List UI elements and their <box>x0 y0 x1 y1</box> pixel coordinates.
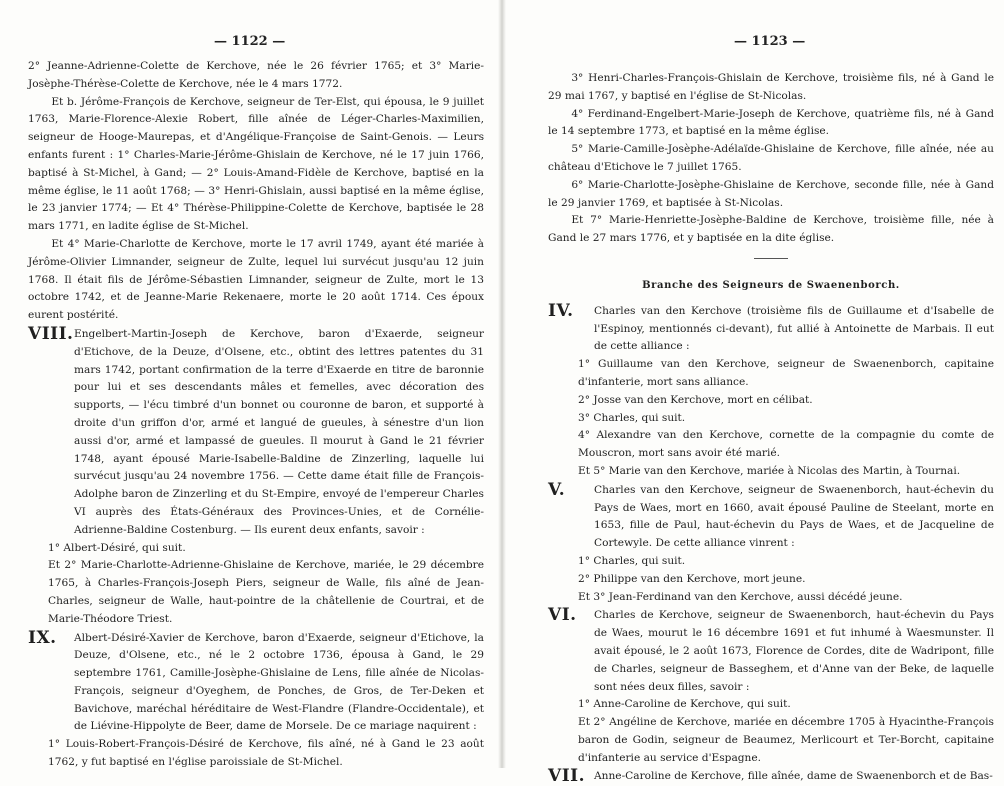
generation-numeral: VI. <box>548 605 577 626</box>
generation-numeral: IV. <box>548 300 574 321</box>
paragraph: Et b. Jérôme-François de Kerchove, seigneur de Ter-Elst, qui épousa, le 9 juillet 1763, Marie-Florence-Alexie Robert, fille aînée de Léger-Charles-Maximilien, seigneur de Hooge-Maurepas, et d'Angélique-Françoise de Saint-Genois. — Leurs enfants furent : 1° Charles-Marie-Jérôme-Ghislain de Kerchove, né le 17 juin 1766, baptisé à St-Michel, à Gand; — 2° Louis-Amand-Fidèle de Kerchove, baptisé en la même église, le 11 août 1768; — 3° Henri-Ghislain, aussi baptisé en la même église, le 23 janvier 1774; — Et 4° Thérèse-Philippine-Colette de Kerchove, baptisée le 28 mars 1771, en ladite église de St-Michel. <box>28 95 484 233</box>
generation-entry <box>548 768 994 786</box>
paragraph: 5° Marie-Camille-Josèphe-Adélaïde-Ghislaine de Kerchove, fille aînée, née au château d'Etichove le 7 juillet 1765. <box>548 143 994 173</box>
generation-text: Anne-Caroline de Kerchove, fille aînée, dame de Swaenenborch et de Bas- <box>594 770 993 783</box>
paragraph: 3° Henri-Charles-François-Ghislain de Kerchove, troisième fils, né à Gand le 29 mai 1767, y baptisé en l'église de St-Nicolas. <box>548 72 994 102</box>
generation-numeral: VIII. <box>28 323 74 344</box>
generation-numeral: IX. <box>28 627 57 648</box>
generation-body <box>74 326 484 540</box>
page-number: — 1123 — <box>734 34 806 49</box>
child-entry: Et 2° Marie-Charlotte-Adrienne-Ghislaine de Kerchove, mariée, le 29 décembre 1765, à Charles-François-Joseph Piers, seigneur de Walle, fils aîné de Jean-Charles, seigneur de Walle, haut-pointre de la châtellenie de Courtrai, et de Marie-Théodore Triest. <box>48 559 484 625</box>
generation-entry <box>548 479 994 553</box>
child-entry: 1° Anne-Caroline de Kerchove, qui suit. <box>578 698 791 711</box>
generation-text: Charles van den Kerchove (troisième fils de Guillaume et d'Isabelle de l'Espinoy, mentionnés ci-devant), fut allié à Antoinette de Marbais. Il eut de cette alliance : <box>594 304 994 353</box>
child-entry: 1° Charles, qui suit. <box>578 554 686 567</box>
generation-body <box>74 630 484 737</box>
generation-body <box>594 482 994 553</box>
child-entry: 2° Josse van den Kerchove, mort en célibat. <box>578 393 813 406</box>
paragraph: 6° Marie-Charlotte-Josèphe-Ghislaine de Kerchove, seconde fille, née à Gand le 29 janvier 1769, et baptisée à St-Nicolas. <box>548 178 994 209</box>
generation-text: Charles de Kerchove, seigneur de Swaenenborch, haut-échevin du Pays de Waes, mourut le 16 décembre 1691 et fut inhumé à Waesmunster. Il avait épousé, le 2 août 1673, Florence de Cordes, dite de Wadripont, fille de Charles, seigneur de Basseghem, et d'Anne van der Beke, de laquelle sont nées deux filles, savoir : <box>594 609 994 693</box>
generation-body <box>594 303 994 356</box>
generation-text: Albert-Désiré-Xavier de Kerchove, baron d'Exaerde, seigneur d'Etichove, la Deuze, d'Olsene, etc., né le 2 octobre 1736, épousa à Gand, le 29 septembre 1761, Camille-Josèphe-Ghislaine de Lens, fille aînée de Nicolas-François, seigneur d'Oyeghem, de Ponches, de Gros, de Ter-Deken et Bavichove, maréchal héréditaire de West-Flandre (Flandre-Occidentale), et de Liévine-Hippolyte de Beer, dame de Morsele. De ce mariage naquirent : <box>74 631 484 733</box>
left-page <box>0 0 500 768</box>
generation-numeral: VII. <box>548 766 586 786</box>
generation-numeral: V. <box>548 479 566 500</box>
child-entry: Et 5° Marie van den Kerchove, mariée à Nicolas des Martin, à Tournai. <box>578 464 961 477</box>
child-entry: 1° Louis-Robert-François-Désiré de Kerchove, fils aîné, né à Gand le 23 août 1762, y fut baptisé en l'église paroissiale de St-Michel. <box>48 738 484 769</box>
section-divider <box>754 258 788 259</box>
generation-entry <box>548 607 994 696</box>
page-text <box>28 58 484 772</box>
generation-body <box>594 607 994 696</box>
generation-body <box>594 768 994 786</box>
child-entry: 4° Alexandre van den Kerchove, cornette de la compagnie du comte de Mouscron, mort sans avoir été marié. <box>578 429 994 460</box>
branch-heading: Branche des Seigneurs de Swaenenborch. <box>642 279 900 291</box>
child-entry: 1° Guillaume van den Kerchove, seigneur de Swaenenborch, capitaine d'infanterie, mort sans alliance. <box>578 358 994 388</box>
paragraph: Et 7° Marie-Henriette-Josèphe-Baldine de Kerchove, troisième fille, née à Gand le 27 mars 1776, et y baptisée en la dite église. <box>548 214 994 245</box>
child-entry: 3° Charles, qui suit. <box>578 411 686 424</box>
generation-entry <box>28 323 484 540</box>
generation-entry <box>28 627 484 737</box>
page-number: — 1122 — <box>214 34 286 49</box>
paragraph: 2° Jeanne-Adrienne-Colette de Kerchove, née le 26 février 1765; et 3° Marie-Josèphe-Thérèse-Colette de Kerchove, née le 4 mars 1772. <box>28 60 484 90</box>
page-text <box>548 70 994 786</box>
paragraph: Et 4° Marie-Charlotte de Kerchove, morte le 17 avril 1749, ayant été mariée à Jérôme-Olivier Limnander, seigneur de Zulte, lequel lui survécut jusqu'au 12 juin 1768. Il était fils de Jérôme-Sébastien Limnander, seigneur de Zulte, mort le 13 octobre 1742, et de Jeanne-Marie Rekenaere, morte le 20 août 1714. Ces époux eurent postérité. <box>28 237 484 322</box>
generation-text: Charles van den Kerchove, seigneur de Swaenenborch, haut-échevin du Pays de Waes, mort en 1660, avait épousé Pauline de Steelant, morte en 1653, fille de Paul, haut-échevin du Pays de Waes, et de Jacqueline de Cortewyle. De cette alliance vinrent : <box>594 483 994 550</box>
generation-text: Engelbert-Martin-Joseph de Kerchove, baron d'Exaerde, seigneur d'Etichove, de la Deuze, d'Olsene, etc., obtint des lettres patentes du 31 mars 1742, portant confirmation de la terre d'Exaerde en titre de baronnie pour lui et ses descendants mâles et femelles, avec décoration des supports, — l'écu timbré d'un bonnet ou couronne de baron, et supporté à droite d'un griffon d'or, armé et langué de gueules, à sénestre d'un lion aussi d'or, armé et lampassé de gueules. Il mourut à Gand le 21 février 1748, ayant épousé Marie-Isabelle-Baldine de Zinzerling, laquelle lui survécut jusqu'au 24 novembre 1756. — Cette dame était fille de François-Adolphe baron de Zinzerling et du St-Empire, envoyé de l'empereur Charles VI auprès des États-Généraux des Provinces-Unies, et de Cornélie-Adrienne-Baldine Costenburg. — Ils eurent deux enfants, savoir : <box>74 327 484 536</box>
paragraph: 4° Ferdinand-Engelbert-Marie-Joseph de Kerchove, quatrième fils, né à Gand le 14 septembre 1773, et baptisé en la même église. <box>548 107 994 138</box>
right-page <box>504 0 1004 786</box>
child-entry: Et 2° Angéline de Kerchove, mariée en décembre 1705 à Hyacinthe-François baron de Godin, seigneur de Beaumez, Merlicourt et Ter-Borcht, capitaine d'infanterie au service d'Espagne. <box>578 716 994 764</box>
child-entry: 1° Albert-Désiré, qui suit. <box>48 541 186 554</box>
child-entry: Et 3° Jean-Ferdinand van den Kerchove, aussi décédé jeune. <box>578 590 903 603</box>
child-entry: 2° Philippe van den Kerchove, mort jeune. <box>578 572 806 585</box>
generation-entry <box>548 300 994 356</box>
